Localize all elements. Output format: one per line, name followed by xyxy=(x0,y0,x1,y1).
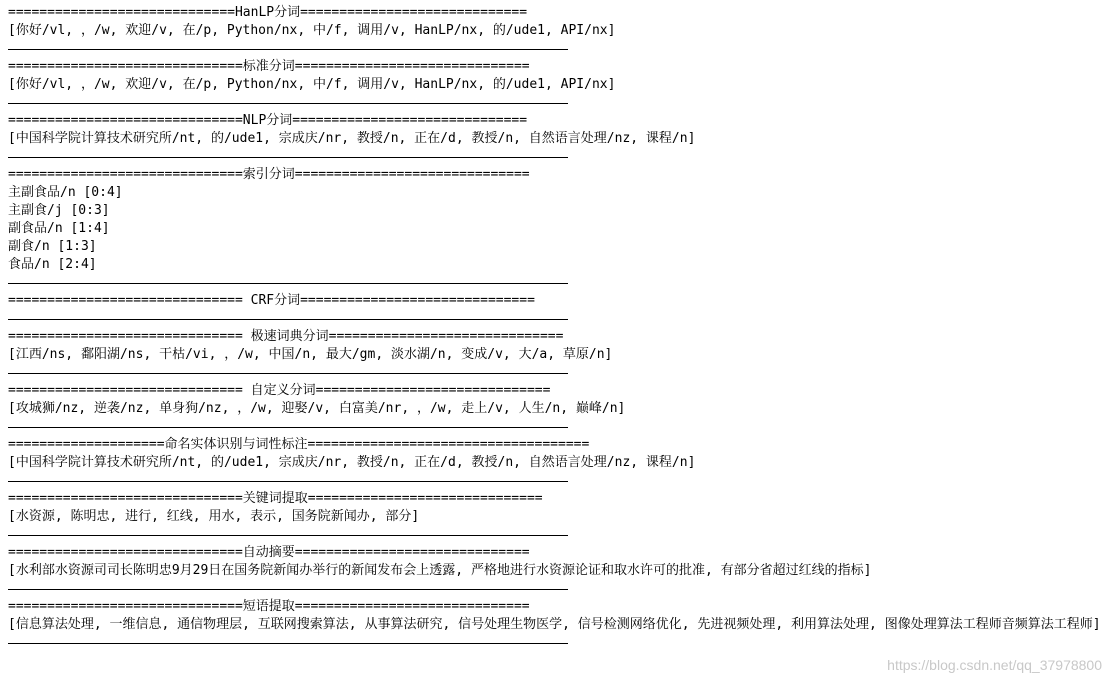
output-line: [信息算法处理, 一维信息, 通信物理层, 互联网搜索算法, 从事算法研究, 信号处理生物医学, 信号检测网络优化, 先进视频处理, 利用算法处理, 图像处理算法工程师音频算法工程师] xyxy=(8,617,1101,632)
console-output xyxy=(8,4,1108,652)
watermark-text: https://blog.csdn.net/qq_37978800 xyxy=(887,657,1102,673)
output-line: [你好/vl, ，/w, 欢迎/v, 在/p, Python/nx, 中/f, 调用/v, HanLP/nx, 的/ude1, API/nx] xyxy=(8,23,616,38)
separator-rule xyxy=(8,148,1108,166)
output-line: [水利部水资源司司长陈明忠9月29日在国务院新闻办举行的新闻发布会上透露, 严格地进行水资源论证和取水许可的批准, 有部分省超过红线的指标] xyxy=(8,563,872,578)
output-line: [水资源, 陈明忠, 进行, 红线, 用水, 表示, 国务院新闻办, 部分] xyxy=(8,509,420,524)
output-line: =============================HanLP分词============================= xyxy=(8,5,528,20)
separator-rule xyxy=(8,94,1108,112)
separator-rule xyxy=(8,472,1108,490)
output-line: 主副食品/n [0:4] xyxy=(8,185,123,200)
separator-rule xyxy=(8,364,1108,382)
output-line: 食品/n [2:4] xyxy=(8,257,97,272)
separator-rule xyxy=(8,580,1108,598)
output-line: ============================== CRF分词============================== xyxy=(8,293,535,308)
separator-rule xyxy=(8,274,1108,292)
output-line: ==============================NLP分词============================== xyxy=(8,113,528,128)
output-line: ==============================短语提取============================== xyxy=(8,599,530,614)
output-line: ==============================关键词提取============================== xyxy=(8,491,543,506)
output-line: ==============================索引分词============================== xyxy=(8,167,530,182)
output-line: ====================命名实体识别与词性标注==================================== xyxy=(8,437,590,452)
separator-rule xyxy=(8,418,1108,436)
output-line: [你好/vl, ，/w, 欢迎/v, 在/p, Python/nx, 中/f, 调用/v, HanLP/nx, 的/ude1, API/nx] xyxy=(8,77,616,92)
separator-rule xyxy=(8,40,1108,58)
separator-rule xyxy=(8,634,1108,652)
output-line: [中国科学院计算技术研究所/nt, 的/ude1, 宗成庆/nr, 教授/n, 正在/d, 教授/n, 自然语言处理/nz, 课程/n] xyxy=(8,131,696,146)
output-line: ============================== 极速词典分词============================== xyxy=(8,329,564,344)
output-line: ==============================标准分词============================== xyxy=(8,59,530,74)
output-line: [江西/ns, 鄱阳湖/ns, 干枯/vi, ，/w, 中国/n, 最大/gm, 淡水湖/n, 变成/v, 大/a, 草原/n] xyxy=(8,347,613,362)
separator-rule xyxy=(8,310,1108,328)
output-line: ==============================自动摘要============================== xyxy=(8,545,530,560)
output-line: ============================== 自定义分词============================== xyxy=(8,383,551,398)
output-line: 副食品/n [1:4] xyxy=(8,221,110,236)
separator-rule xyxy=(8,526,1108,544)
output-line: [中国科学院计算技术研究所/nt, 的/ude1, 宗成庆/nr, 教授/n, 正在/d, 教授/n, 自然语言处理/nz, 课程/n] xyxy=(8,455,696,470)
output-line: 副食/n [1:3] xyxy=(8,239,97,254)
output-line: 主副食/j [0:3] xyxy=(8,203,110,218)
output-line: [攻城狮/nz, 逆袭/nz, 单身狗/nz, ，/w, 迎娶/v, 白富美/nr, ，/w, 走上/v, 人生/n, 巅峰/n] xyxy=(8,401,626,416)
